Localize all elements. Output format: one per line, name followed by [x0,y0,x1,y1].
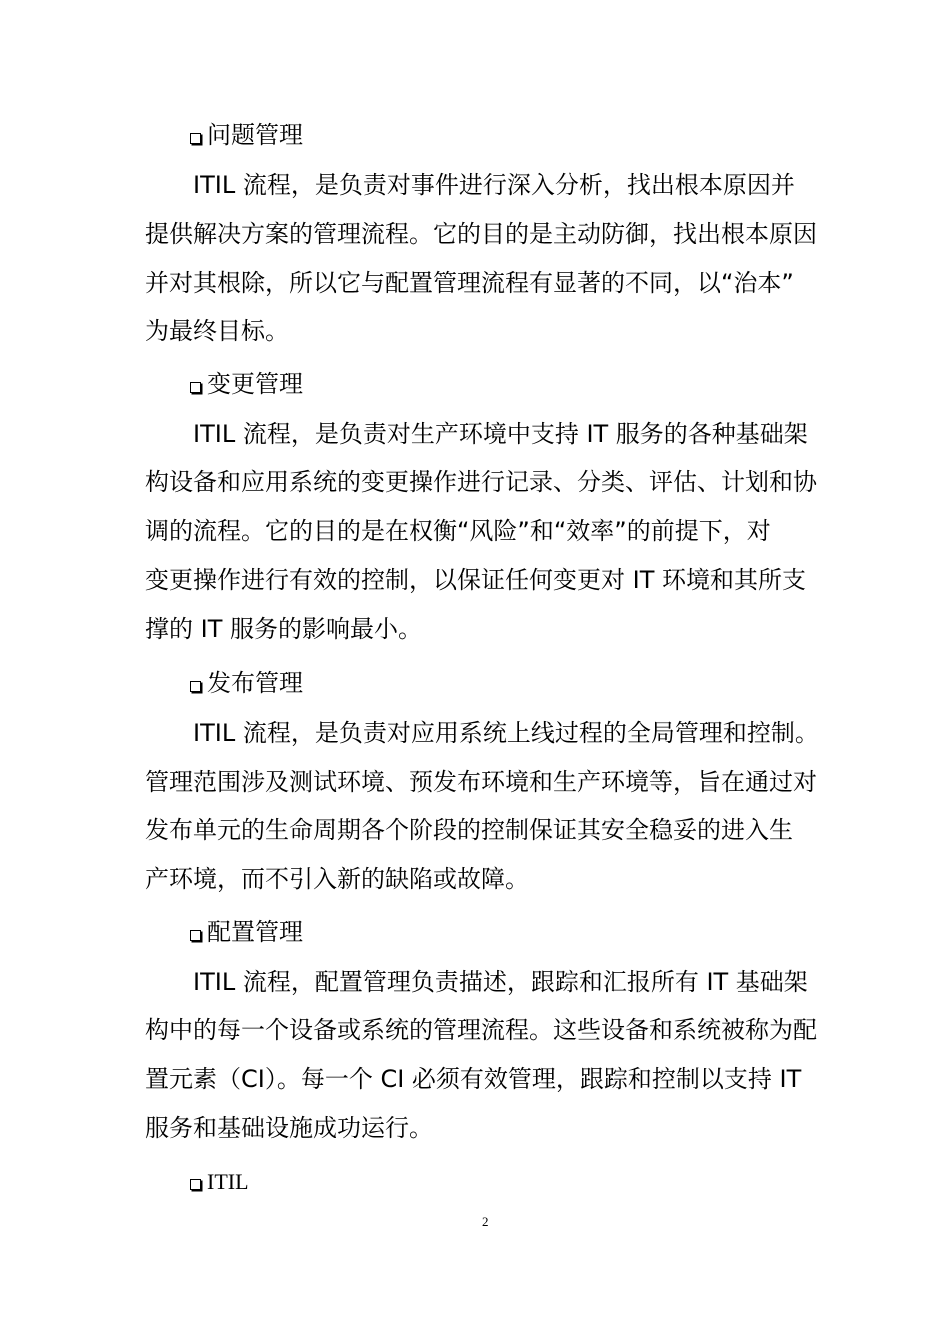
section-heading-text: 配置管理 [207,918,303,946]
paragraph-line: 发布单元的生命周期各个阶段的控制保证其安全稳妥的进入生 [145,816,793,844]
paragraph-line: 调的流程。它的目的是在权衡“风险”和“效率”的前提下，对 [145,517,771,545]
paragraph-line: 提供解决方案的管理流程。它的目的是主动防御，找出根本原因 [145,220,817,248]
section-heading-text: 问题管理 [207,121,303,149]
paragraph-line: 管理范围涉及测试环境、预发布环境和生产环境等，旨在通过对 [145,768,817,796]
checkbox-bullet-icon [190,681,201,692]
paragraph-line: 置元素（CI）。每一个 CI 必须有效管理，跟踪和控制以支持 IT [145,1065,802,1093]
paragraph-line: 并对其根除，所以它与配置管理流程有显著的不同，以“治本” [145,269,794,297]
paragraph-line: 变更操作进行有效的控制，以保证任何变更对 IT 环境和其所支 [145,566,806,594]
page-number: 2 [482,1214,489,1229]
paragraph-line: ITIL 流程，是负责对生产环境中支持 IT 服务的各种基础架 [193,420,808,448]
paragraph-line: 撑的 IT 服务的影响最小。 [145,615,422,643]
checkbox-bullet-icon [190,1179,201,1190]
paragraph-line: ITIL 流程，是负责对事件进行深入分析，找出根本原因并 [193,171,795,199]
section-heading [190,120,303,150]
section-heading [190,917,303,947]
checkbox-bullet-icon [190,133,201,144]
paragraph-line: 为最终目标。 [145,317,289,345]
paragraph-line: 构设备和应用系统的变更操作进行记录、分类、评估、计划和协 [145,468,817,496]
section-heading-text: 发布管理 [207,669,303,697]
section-heading [190,668,303,698]
checkbox-bullet-icon [190,930,201,941]
paragraph-line: 服务和基础设施成功运行。 [145,1114,433,1142]
section-heading [190,369,303,399]
paragraph-line: 产环境，而不引入新的缺陷或故障。 [145,865,529,893]
paragraph-line: ITIL 流程，是负责对应用系统上线过程的全局管理和控制。 [193,719,819,747]
section-heading-text: 变更管理 [207,370,303,398]
paragraph-line: ITIL 流程，配置管理负责描述，跟踪和汇报所有 IT 基础架 [193,968,808,996]
section-heading [190,1166,249,1197]
section-heading-text: ITIL [207,1169,249,1194]
paragraph-line: 构中的每一个设备或系统的管理流程。这些设备和系统被称为配 [145,1016,817,1044]
checkbox-bullet-icon [190,382,201,393]
